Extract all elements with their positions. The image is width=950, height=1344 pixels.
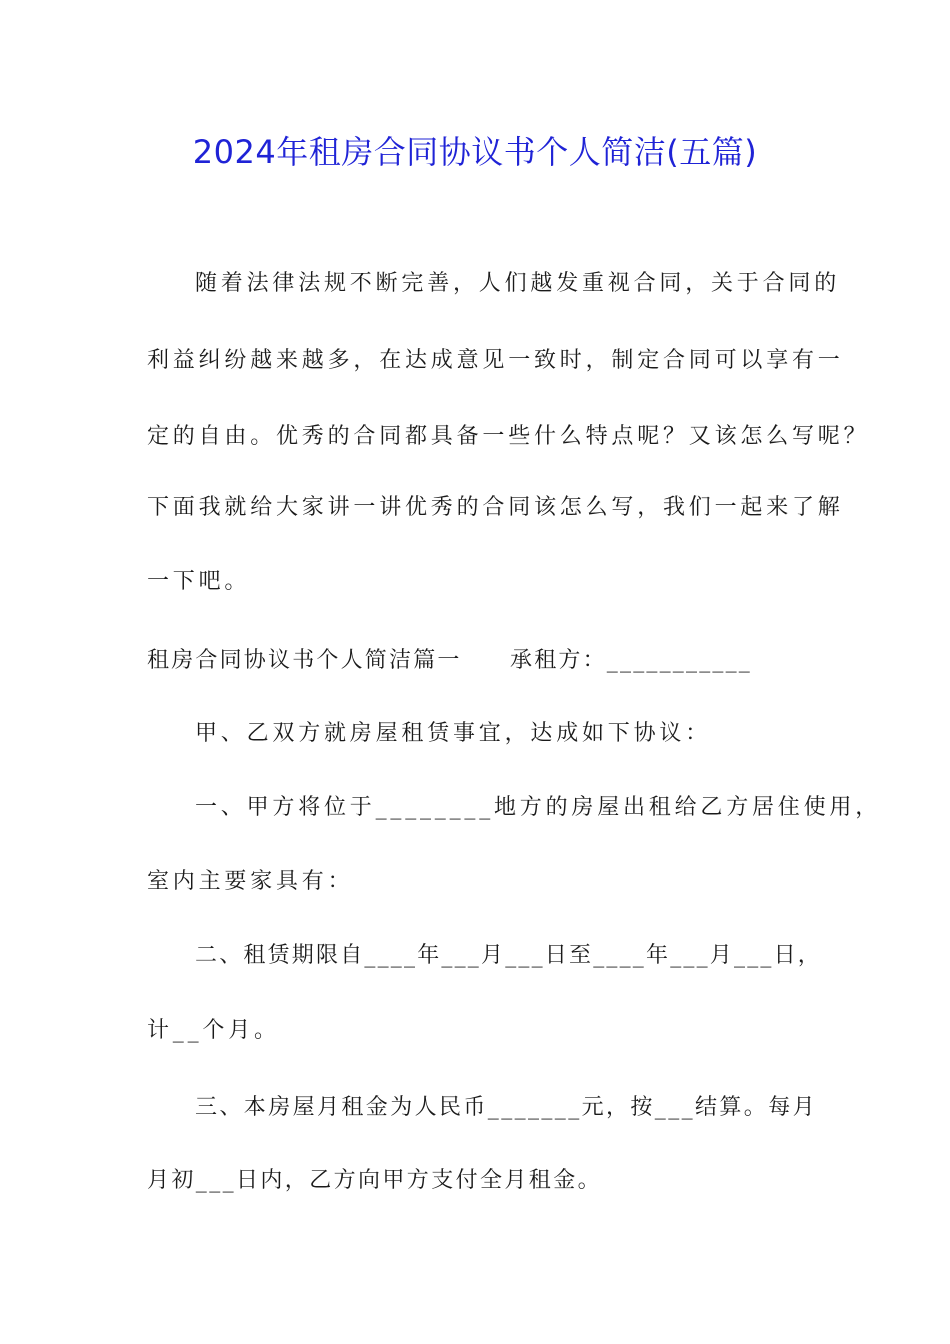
paragraph-line: 随着法律法规不断完善，人们越发重视合同，关于合同的 (195, 271, 841, 296)
paragraph-line: 甲、乙双方就房屋租赁事宜，达成如下协议： (195, 721, 712, 746)
clause-line: 室内主要家具有： (147, 869, 354, 894)
paragraph-line: 定的自由。优秀的合同都具备一些什么特点呢？又该怎么写呢？ (147, 424, 870, 449)
section-heading-line: 租房合同协议书个人简洁篇一 承租方：___________ (147, 648, 753, 673)
clause-line: 计__个月。 (147, 1018, 280, 1043)
paragraph-line: 一下吧。 (147, 569, 251, 594)
document-title: 2024年租房合同协议书个人简洁(五篇) (192, 133, 758, 171)
clause-line: 一、甲方将位于________地方的房屋出租给乙方居住使用， (195, 795, 882, 820)
clause-line: 月初___日内，乙方向甲方支付全月租金。 (147, 1168, 603, 1193)
paragraph-line: 利益纠纷越来越多，在达成意见一致时，制定合同可以享有一 (147, 348, 844, 373)
paragraph-line: 下面我就给大家讲一讲优秀的合同该怎么写，我们一起来了解 (147, 495, 844, 520)
clause-line: 三、本房屋月租金为人民币_______元，按___结算。每月 (195, 1095, 818, 1120)
clause-line: 二、租赁期限自____年___月___日至____年___月___日， (195, 943, 823, 968)
